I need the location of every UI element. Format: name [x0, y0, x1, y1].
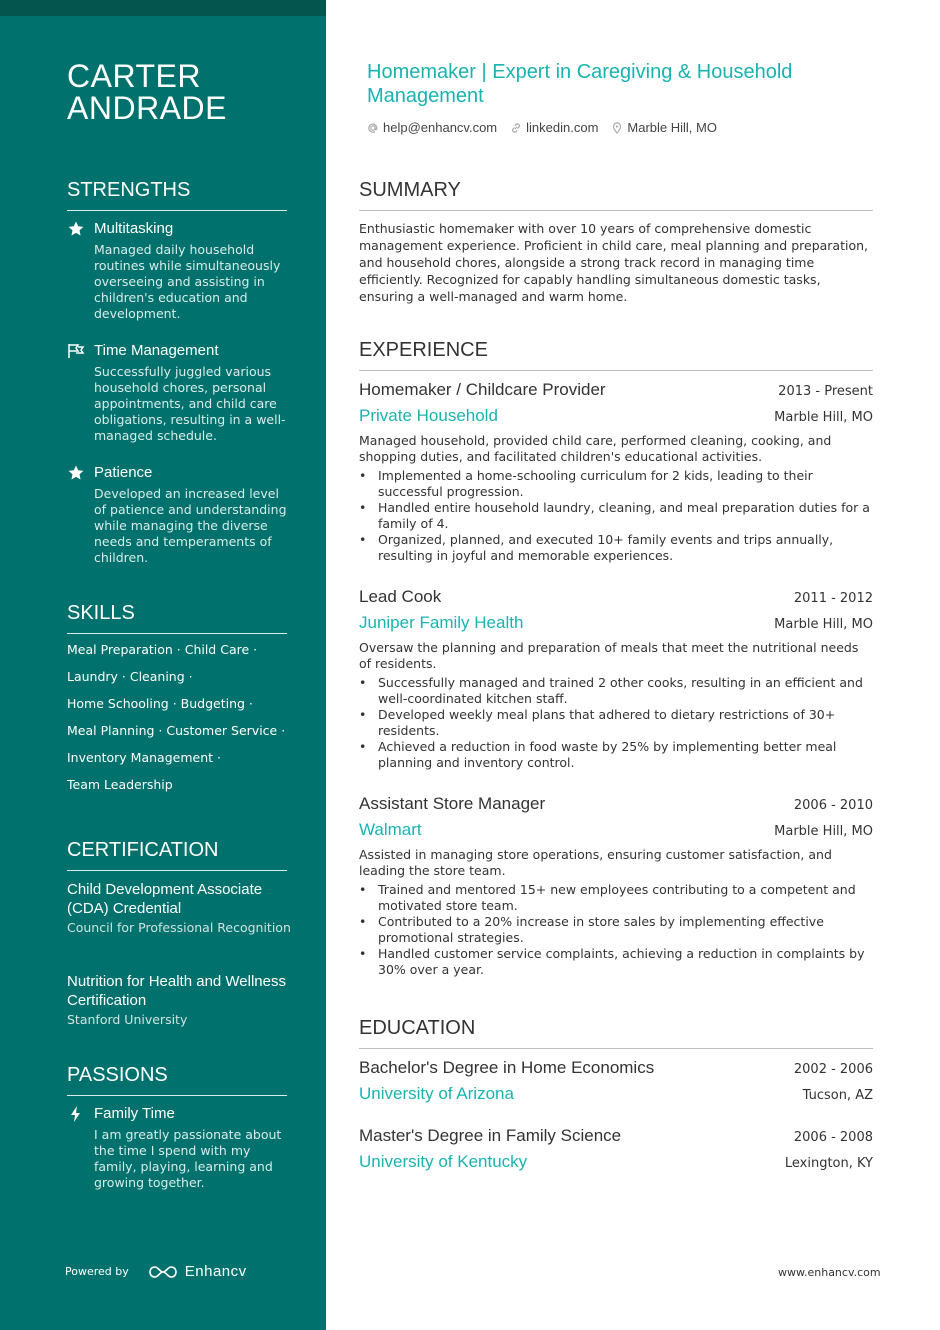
- education-heading: EDUCATION: [359, 1017, 873, 1049]
- skills-row: Team Leadership: [67, 777, 173, 792]
- certification-issuer: Council for Professional Recognition: [67, 920, 291, 935]
- skills-row: Home Schooling · Budgeting ·: [67, 696, 253, 711]
- job-bullet: • Handled entire household laundry, cleaning, and meal preparation duties for a family of 4.: [359, 500, 873, 532]
- candidate-name: [67, 60, 227, 124]
- skills-row: Meal Planning · Customer Service ·: [67, 723, 286, 738]
- strength-item: [67, 342, 289, 444]
- job-bullet: • Achieved a reduction in food waste by 25% by implementing better meal planning and inventory control.: [359, 739, 873, 771]
- education-dates: 2006 - 2008: [793, 1130, 873, 1145]
- education-item: [359, 1058, 873, 1104]
- job-description: Assisted in managing store operations, ensuring customer satisfaction, and leading the store team.: [359, 847, 832, 878]
- powered-by-label: Powered by: [65, 1265, 129, 1278]
- job-dates: 2006 - 2010: [793, 798, 873, 813]
- education-dates: 2002 - 2006: [793, 1062, 873, 1077]
- at-icon: [367, 122, 379, 134]
- summary-text: Enthusiastic homemaker with over 10 years of comprehensive domestic management experience. Proficient in child care, meal planning and preparation, and household chores, alongside a strong track record in managing time efficiently. Recognized for capably handling simultaneous domestic tasks, ensuring a well-managed and warm home.: [359, 221, 869, 304]
- enhancv-logo[interactable]: [147, 1263, 247, 1280]
- skills-row: Meal Preparation · Child Care ·: [67, 642, 258, 657]
- contact-bar: [367, 120, 730, 135]
- certification-item: [67, 972, 297, 1028]
- certification-title: Nutrition for Health and Wellness Certification: [67, 973, 286, 1009]
- certification-title: Child Development Associate (CDA) Credential: [67, 881, 263, 917]
- job-role: Lead Cook: [359, 587, 442, 606]
- job-location: Marble Hill, MO: [774, 410, 873, 425]
- education-location: Tucson, AZ: [802, 1088, 873, 1103]
- job-bullet: • Organized, planned, and executed 10+ family events and trips annually, resulting in joyful and memorable experiences.: [359, 532, 873, 564]
- strength-item: [67, 220, 289, 322]
- contact-email[interactable]: [367, 120, 497, 135]
- first-name: CARTER: [67, 58, 201, 94]
- star-icon: [67, 464, 85, 482]
- job-location: Marble Hill, MO: [774, 824, 873, 839]
- passions-heading: PASSIONS: [67, 1064, 287, 1096]
- job-dates: 2011 - 2012: [793, 591, 873, 606]
- passion-title: Family Time: [94, 1105, 175, 1122]
- education-item: [359, 1126, 873, 1172]
- skills-row: Inventory Management ·: [67, 750, 221, 765]
- skills-list: [67, 640, 297, 802]
- job-location: Marble Hill, MO: [774, 617, 873, 632]
- job-company: Juniper Family Health: [359, 613, 524, 632]
- passion-item: [67, 1105, 289, 1191]
- job-bullet: • Developed weekly meal plans that adhered to dietary restrictions of 30+ residents.: [359, 707, 873, 739]
- job-bullet: • Implemented a home-schooling curriculum for 2 kids, leading to their successful progression.: [359, 468, 873, 500]
- experience-item: [359, 794, 873, 978]
- job-role: Assistant Store Manager: [359, 794, 546, 813]
- strength-item: [67, 464, 289, 566]
- enhancv-logo-icon: [147, 1264, 179, 1280]
- experience-item: [359, 380, 873, 564]
- job-description: Oversaw the planning and preparation of meals that meet the nutritional needs of residents.: [359, 640, 859, 671]
- job-company: Private Household: [359, 406, 498, 425]
- job-bullets: [359, 468, 873, 564]
- school: University of Kentucky: [359, 1152, 528, 1171]
- sidebar-top-bar: [0, 0, 326, 16]
- strength-title: Multitasking: [94, 220, 174, 237]
- last-name: ANDRADE: [67, 90, 227, 126]
- school: University of Arizona: [359, 1084, 514, 1103]
- strength-title: Patience: [94, 464, 153, 481]
- certification-item: [67, 880, 297, 936]
- job-bullets: [359, 675, 873, 771]
- strength-desc: Managed daily household routines while simultaneously overseeing and assisting in children's education and development.: [94, 242, 281, 321]
- strength-desc: Developed an increased level of patience and understanding while managing the diverse needs and temperaments of children.: [94, 486, 287, 565]
- location-pin-icon: [611, 122, 623, 134]
- certification-issuer: Stanford University: [67, 1012, 188, 1027]
- job-bullet: • Contributed to a 20% increase in store sales by implementing effective promotional strategies.: [359, 914, 873, 946]
- strength-title: Time Management: [94, 342, 219, 359]
- contact-linkedin[interactable]: [510, 120, 598, 135]
- lightning-icon: [67, 1105, 85, 1123]
- enhancv-brand: Enhancv: [184, 1263, 247, 1280]
- passion-desc: I am greatly passionate about the time I spend with my family, playing, learning and growing together.: [94, 1127, 282, 1190]
- job-company: Walmart: [359, 820, 422, 839]
- job-description: Managed household, provided child care, performed cleaning, cooking, and shopping duties, and facilitated children's educational activities.: [359, 433, 832, 464]
- certification-heading: CERTIFICATION: [67, 839, 287, 871]
- flag-icon: [67, 342, 85, 360]
- education-location: Lexington, KY: [784, 1156, 873, 1171]
- experience-item: [359, 587, 873, 771]
- sidebar: [0, 0, 326, 1330]
- experience-heading: EXPERIENCE: [359, 339, 873, 371]
- location-text: Marble Hill, MO: [627, 120, 717, 135]
- skills-heading: SKILLS: [67, 602, 287, 634]
- skills-row: Laundry · Cleaning ·: [67, 669, 193, 684]
- job-dates: 2013 - Present: [778, 384, 873, 399]
- powered-by: [65, 1263, 247, 1280]
- job-bullet: • Trained and mentored 15+ new employees contributing to a competent and motivated store team.: [359, 882, 873, 914]
- headline: Homemaker | Expert in Caregiving & Household Management: [367, 61, 793, 107]
- job-role: Homemaker / Childcare Provider: [359, 380, 606, 399]
- strengths-heading: STRENGTHS: [67, 179, 287, 211]
- degree: Bachelor's Degree in Home Economics: [359, 1058, 655, 1077]
- website-link[interactable]: www.enhancv.com: [778, 1266, 881, 1279]
- email-text: help@enhancv.com: [383, 120, 498, 135]
- job-bullet: • Handled customer service complaints, achieving a reduction in complaints by 30% over a year.: [359, 946, 873, 978]
- contact-location: [611, 120, 717, 135]
- summary-heading: SUMMARY: [359, 179, 873, 211]
- star-icon: [67, 220, 85, 238]
- job-bullets: [359, 882, 873, 978]
- degree: Master's Degree in Family Science: [359, 1126, 622, 1145]
- job-bullet: • Successfully managed and trained 2 other cooks, resulting in an efficient and well-coordinated kitchen staff.: [359, 675, 873, 707]
- linkedin-text: linkedin.com: [526, 120, 599, 135]
- strength-desc: Successfully juggled various household chores, personal appointments, and child care obligations, resulting in a well-managed schedule.: [94, 364, 286, 443]
- link-icon: [510, 122, 522, 134]
